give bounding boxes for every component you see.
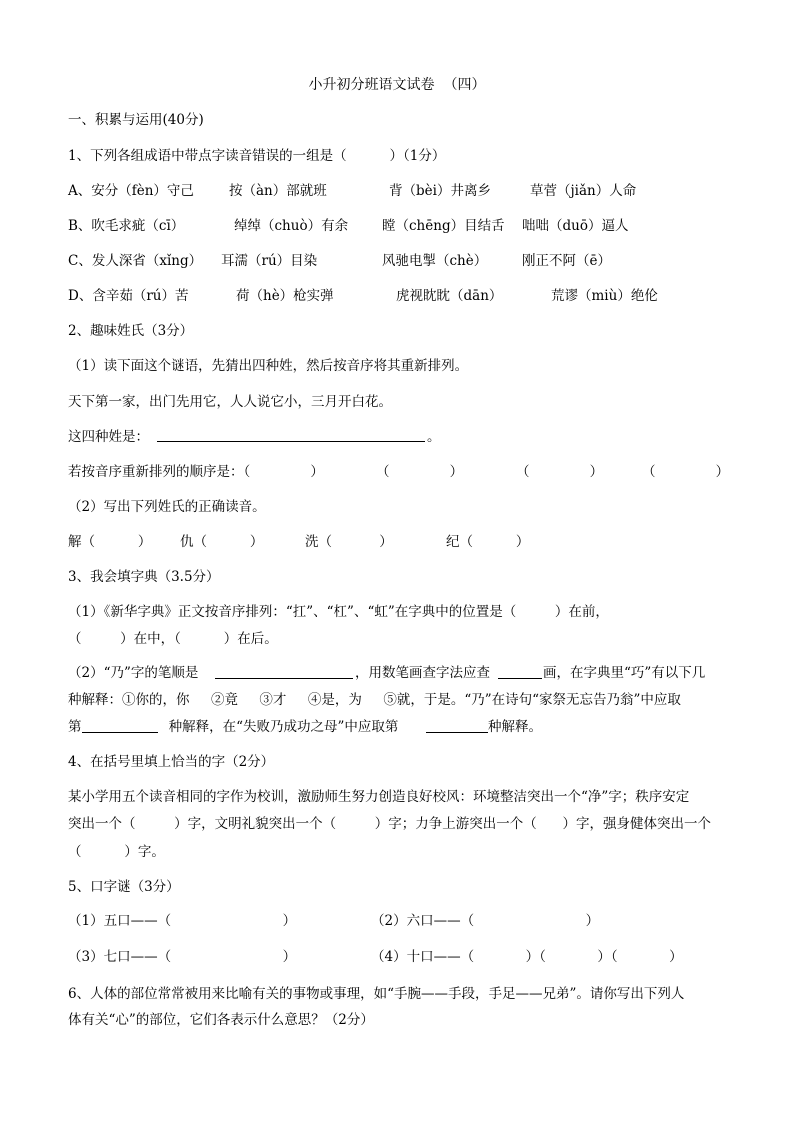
q1-option-d-1: D、含辛茹（rú）苦 xyxy=(68,288,189,304)
q2-fill-label: 这四种姓是： xyxy=(68,429,149,445)
q3-stroke-order-blank[interactable] xyxy=(215,678,353,679)
q1-option-b-3: 瞠（chēng）目结舌 xyxy=(382,218,505,234)
q4-stem: 4、在括号里填上恰当的字（2分） xyxy=(68,754,275,770)
q2-name-3: 洗（ ） xyxy=(305,534,393,550)
q4-line1: 某小学用五个读音相同的字作为校训，激励师生努力创造良好校风：环境整洁突出一个“净”字；秩序安定 xyxy=(68,789,690,805)
q6-line2: 体有关“心”的部位，它们各表示什么意思？（2分） xyxy=(68,1012,374,1028)
q2-name-4: 纪（ ） xyxy=(446,534,530,550)
q2-riddle: 天下第一家，出门先用它，人人说它小，三月开白花。 xyxy=(68,394,392,410)
q2-order-slot-3[interactable]: （ ） xyxy=(516,464,604,480)
q5-item-2: （2）六口——（ ） xyxy=(371,913,600,929)
page-title: 小升初分班语文试卷 （四） xyxy=(308,77,486,93)
q1-stem: 1、下列各组成语中带点字读音错误的一组是（ ）（1分） xyxy=(68,148,446,164)
q2-part1-instruction: （1）读下面这个谜语，先猜出四种姓，然后按音序将其重新排列。 xyxy=(68,358,469,374)
section-heading: 一、积累与运用(40分) xyxy=(68,112,204,128)
q2-stem: 2、趣味姓氏（3分） xyxy=(68,323,194,339)
q4-line3: （ ）字。 xyxy=(68,844,165,860)
q3-part2-line3-b: 种解释，在“失败乃成功之母”中应取第 xyxy=(160,719,399,735)
q4-line2: 突出一个（ ）字，文明礼貌突出一个（ ）字；力争上游突出一个（ ）字，强身健体突出一个 xyxy=(68,816,711,832)
q3-part2-line3-a: 第 xyxy=(68,719,82,735)
q6-line1: 6、人体的部位常常被用来比喻有关的事物或事理，如“手腕——手段，手足——兄弟”。请你写出下列人 xyxy=(68,986,685,1002)
q3-part2-line3-c: 种解释。 xyxy=(488,719,542,735)
q1-option-a-1: A、安分（fèn）守己 xyxy=(68,183,194,199)
q1-option-d-2: 荷（hè）枪实弹 xyxy=(236,288,334,304)
q5-item-4: （4）十口——（ ）（ ）（ ） xyxy=(371,949,683,965)
q1-option-d-3: 虎视眈眈（dān） xyxy=(396,288,503,304)
q5-stem: 5、口字谜（3分） xyxy=(68,879,180,895)
q2-part2-instruction: （2）写出下列姓氏的正确读音。 xyxy=(68,499,266,515)
q2-name-1: 解（ ） xyxy=(68,534,152,550)
q2-answer-blank[interactable] xyxy=(157,441,425,442)
q2-order-slot-2[interactable]: （ ） xyxy=(376,464,464,480)
q3-part2-line2: 种解释：①你的，你 ②竟 ③才 ④是，为 ⑤就，于是。“乃”在诗句“家祭无忘告乃翁”中应取 xyxy=(68,692,681,708)
q3-part2-a: （2）“乃”字的笔顺是 xyxy=(68,665,199,681)
q1-option-a-2: 按（àn）部就班 xyxy=(229,183,327,199)
q1-option-d-4: 荒谬（miù）绝伦 xyxy=(551,288,658,304)
q3-part2-c: 画，在字典里“巧”有以下几 xyxy=(543,665,706,681)
q3-meaning-blank-1[interactable] xyxy=(82,732,158,733)
q3-part2-b: ，用数笔画查字法应查 xyxy=(355,665,490,681)
q2-order-label: 若按音序重新排列的顺序是：（ ） xyxy=(68,464,324,480)
q1-option-b-1: B、吹毛求疵（cī） xyxy=(68,218,185,234)
q1-option-c-4: 刚正不阿（ē） xyxy=(522,253,611,269)
q1-option-c-2: 耳濡（rú）目染 xyxy=(221,253,318,269)
q3-part1-line1: （1）《新华字典》正文按音序排列：“扛”、“杠”、“虹”在字典中的位置是（ ）在前， xyxy=(68,604,609,620)
q1-option-b-2: 绰绰（chuò）有余 xyxy=(234,218,349,234)
q1-option-b-4: 咄咄（duō）逼人 xyxy=(522,218,629,234)
q3-part1-line2: （ ）在中，（ ）在后。 xyxy=(68,631,278,647)
q3-stem: 3、我会填字典（3.5分） xyxy=(68,569,220,585)
q5-item-3: （3）七口——（ ） xyxy=(68,949,297,965)
q1-option-c-3: 风驰电掣（chè） xyxy=(382,253,488,269)
q1-option-a-3: 背（bèi）井离乡 xyxy=(389,183,491,199)
q1-option-a-4: 草菅（jiǎn）人命 xyxy=(530,183,637,199)
q3-stroke-count-blank[interactable] xyxy=(498,678,542,679)
q3-meaning-blank-2[interactable] xyxy=(426,732,488,733)
q2-name-2: 仇（ ） xyxy=(180,534,264,550)
q1-option-c-1: C、发人深省（xǐng） xyxy=(68,253,203,269)
q5-item-1: （1）五口——（ ） xyxy=(68,913,297,929)
q2-order-slot-4[interactable]: （ ） xyxy=(642,464,730,480)
q2-fill-end: 。 xyxy=(427,429,441,445)
